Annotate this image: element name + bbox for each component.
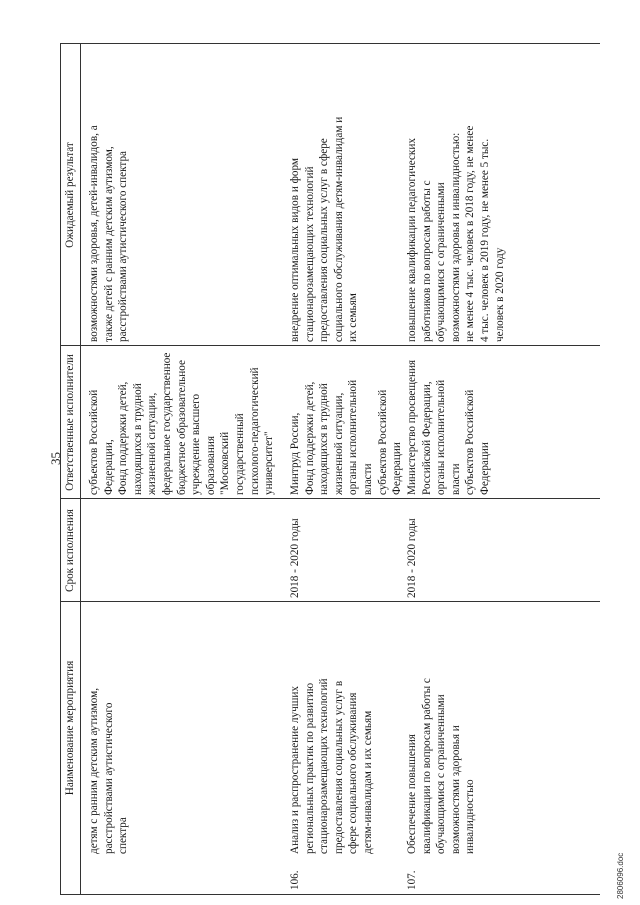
measures-table bbox=[60, 43, 600, 895]
header-name: Наименование мероприятия bbox=[63, 660, 76, 796]
header-bottom-border bbox=[80, 44, 81, 894]
row-2-number: 107. bbox=[406, 870, 418, 890]
row-1-name: Анализ и распространение лучших региональных практик по развитию стационарозамещающих технологий предоставления социальных услуг в сфере социального обслуживания детям-инвалидам и их семьям bbox=[289, 678, 374, 854]
row-1-term: 2018 - 2020 годы bbox=[289, 518, 301, 598]
row-1-number: 106. bbox=[289, 870, 301, 890]
row-0-result: возможностями здоровья, детей-инвалидов, а также детей с ранним детским аутизмом, расстройствами аутистического спектра bbox=[88, 125, 130, 342]
row-2-term: 2018 - 2020 годы bbox=[406, 518, 418, 598]
header-result: Ожидаемый результат bbox=[63, 142, 76, 248]
row-2-executors: Министерство просвещения Российской Федерации, органы исполнительной власти субъектов Российской Федерации bbox=[406, 359, 491, 495]
column-divider bbox=[60, 601, 600, 602]
column-divider bbox=[60, 498, 600, 499]
column-divider bbox=[60, 345, 600, 346]
row-2-result: повышение квалификации педагогических работников по вопросам работы с обучающимися с ограниченными возможностями здоровья и инвалидностью: не менее 4 тыс. человек в 2018 году, не менее 4 тыс. человек в 2019 году, не менее 5 тыс. человек в 2020 году bbox=[406, 125, 506, 342]
row-1-result: внедрение оптимальных видов и форм стационарозамещающих технологий предоставления социальных услуг в сфере социального обслуживания детям-инвалидам и их семьям bbox=[289, 116, 360, 342]
row-1-executors: Минтруд России, Фонд поддержки детей, находящихся в трудной жизненной ситуации, органы исполнительной власти субъектов Российской Федерации bbox=[289, 379, 404, 495]
page-number: 35 bbox=[48, 452, 63, 465]
row-0-executors: субъектов Российской Федерации, Фонд поддержки детей, находящихся в трудной жизненной ситуации, федеральное государственное бюджетное образовательное учреждение высшего образования "Московский государственный психолого-педагогический университет" bbox=[88, 352, 276, 495]
header-executors: Ответственные исполнители bbox=[63, 354, 76, 491]
document-footer-code: 2806096.doc bbox=[616, 852, 625, 899]
row-0-name: детям с ранним детским аутизмом, расстройствами аутистического спектра bbox=[88, 688, 130, 854]
header-term: Срок исполнения bbox=[63, 509, 76, 592]
row-2-name: Обеспечение повышения квалификации по вопросам работы с обучающимися с ограниченными возможностями здоровья и инвалидностью bbox=[406, 678, 477, 854]
